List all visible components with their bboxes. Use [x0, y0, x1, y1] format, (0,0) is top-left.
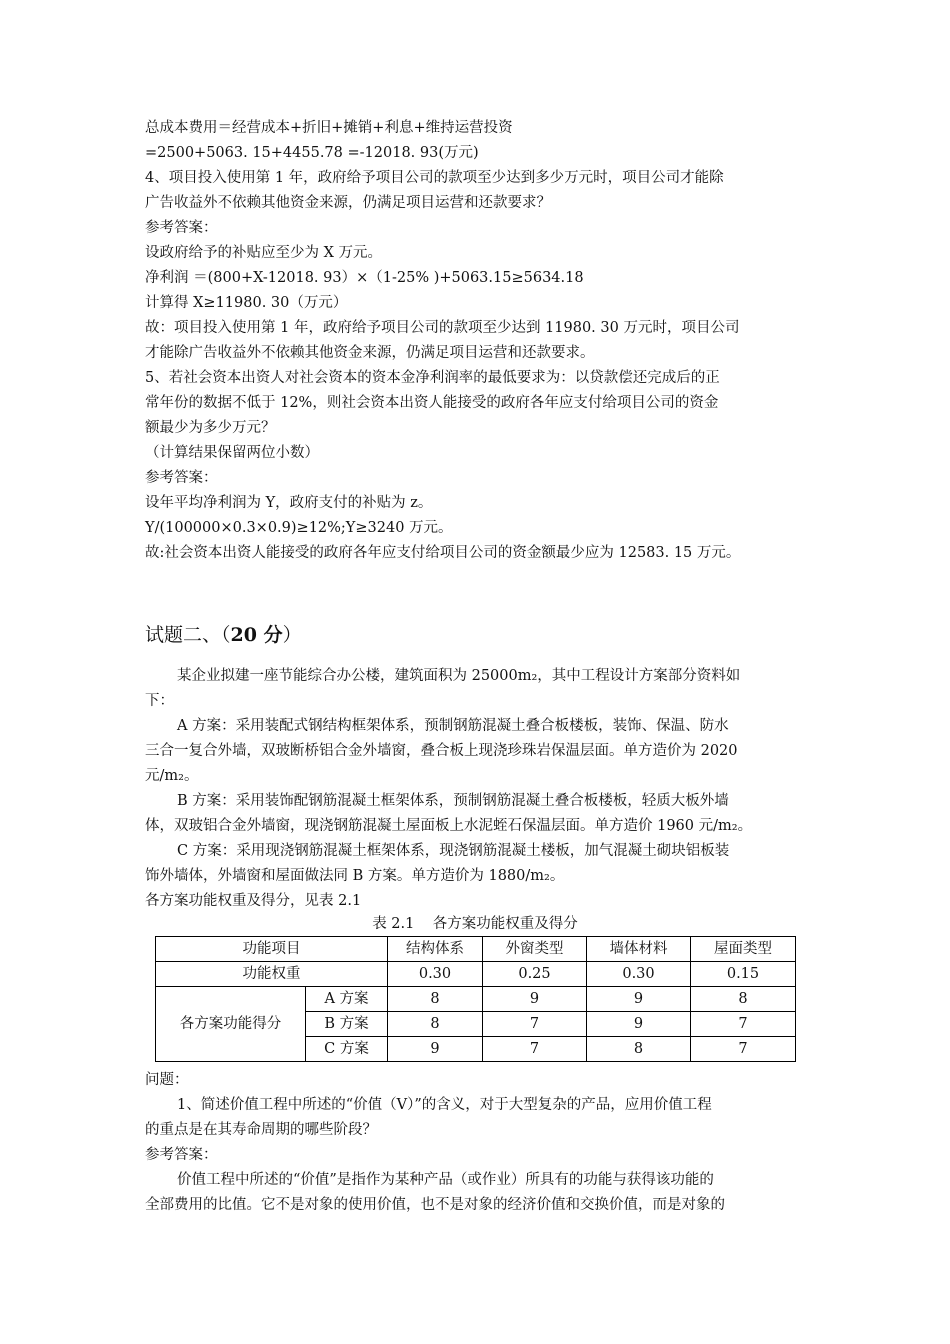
- table-cell: 0.15: [691, 962, 796, 987]
- heading-text: 试题二、（: [145, 624, 231, 646]
- table-cell: 0.25: [483, 962, 587, 987]
- text-line: 设政府给予的补贴应至少为 X 万元。: [145, 245, 383, 261]
- table-header-cell: 外窗类型: [483, 937, 587, 962]
- text-line: 各方案功能权重及得分，见表 2.1: [145, 893, 362, 909]
- text-line: 参考答案：: [145, 220, 218, 236]
- text-line: 参考答案：: [145, 1147, 218, 1163]
- text-line: 三合一复合外墙，双玻断桥铝合金外墙窗，叠合板上现浇珍珠岩保温层面。单方造价为 2020: [145, 743, 738, 759]
- plan-name-cell: B 方案: [306, 1012, 388, 1037]
- text-line: 的重点是在其寿命周期的哪些阶段？: [145, 1122, 377, 1138]
- text-line: 设年平均净利润为 Y，政府支付的补贴为 z。: [145, 495, 433, 511]
- text-line: 元/m₂。: [145, 768, 199, 784]
- table-cell: 9: [483, 987, 587, 1012]
- text-line: 额最少为多少万元？: [145, 420, 276, 436]
- text-line: 问题：: [145, 1072, 189, 1088]
- table-cell: 0.30: [587, 962, 691, 987]
- plan-name-cell: A 方案: [306, 987, 388, 1012]
- text-line: 1、简述价值工程中所述的“价值（V）”的含义，对于大型复杂的产品，应用价值工程: [177, 1097, 712, 1113]
- table-cell: 8: [388, 987, 483, 1012]
- function-score-table: [155, 936, 796, 1062]
- table-row: [156, 962, 796, 987]
- table-header-cell: 功能项目: [156, 937, 388, 962]
- table-cell: 8: [691, 987, 796, 1012]
- table-header-cell: 结构体系: [388, 937, 483, 962]
- text-line: 净利润 ＝(800+X-12018. 93）×（1-25% )+5063.15≥5634.18: [145, 270, 584, 286]
- table-cell: 9: [388, 1037, 483, 1062]
- table-cell: 9: [587, 987, 691, 1012]
- plan-name-cell: C 方案: [306, 1037, 388, 1062]
- text-line: 体，双玻铝合金外墙窗，现浇钢筋混凝土屋面板上水泥蛭石保温层面。单方造价 1960 元/m₂。: [145, 818, 753, 834]
- table-header-row: [156, 937, 796, 962]
- text-line: 下：: [145, 693, 174, 709]
- text-line: C 方案：采用现浇钢筋混凝土框架体系，现浇钢筋混凝土楼板，加气混凝土砌块铝板装: [177, 843, 730, 859]
- table-cell: 7: [691, 1012, 796, 1037]
- text-line: 全部费用的比值。它不是对象的使用价值，也不是对象的经济价值和交换价值，而是对象的: [145, 1197, 725, 1213]
- text-line: 故:社会资本出资人能接受的政府各年应支付给项目公司的资金额最少应为 12583. 15 万元。: [145, 545, 741, 561]
- table-cell: 9: [587, 1012, 691, 1037]
- text-line: 4、项目投入使用第 1 年，政府给予项目公司的款项至少达到多少万元时，项目公司才能除: [145, 170, 724, 186]
- table-cell: 7: [483, 1037, 587, 1062]
- text-line: 价值工程中所述的“价值”是指作为某种产品（或作业）所具有的功能与获得该功能的: [177, 1172, 714, 1188]
- text-line: 5、若社会资本出资人对社会资本的资本金净利润率的最低要求为：以贷款偿还完成后的正: [145, 370, 720, 386]
- table-caption: 表 2.1 各方案功能权重及得分: [372, 916, 578, 932]
- text-line: 广告收益外不依赖其他资金来源，仍满足项目运营和还款要求？: [145, 195, 551, 211]
- text-line: Y/(100000×0.3×0.9)≥12%;Y≥3240 万元。: [145, 520, 453, 536]
- text-line: 计算得 X≥11980. 30（万元）: [145, 295, 348, 311]
- table-header-cell: 墙体材料: [587, 937, 691, 962]
- text-line: 参考答案：: [145, 470, 218, 486]
- table-cell: 7: [483, 1012, 587, 1037]
- text-line: 才能除广告收益外不依赖其他资金来源，仍满足项目运营和还款要求。: [145, 345, 595, 361]
- score-group-cell: 各方案功能得分: [156, 987, 306, 1062]
- heading-score: 20 分: [230, 624, 283, 646]
- table-cell: 8: [388, 1012, 483, 1037]
- text-line: 常年份的数据不低于 12%，则社会资本出资人能接受的政府各年应支付给项目公司的资金: [145, 395, 719, 411]
- text-line: 饰外墙体，外墙窗和屋面做法同 B 方案。单方造价为 1880/m₂。: [145, 868, 565, 884]
- table-header-cell: 屋面类型: [691, 937, 796, 962]
- section-heading: [145, 622, 302, 648]
- text-line: 总成本费用＝经营成本+折旧+摊销+利息+维持运营投资: [145, 120, 513, 136]
- text-line: 某企业拟建一座节能综合办公楼，建筑面积为 25000m₂，其中工程设计方案部分资料如: [177, 668, 741, 684]
- table-cell: 0.30: [388, 962, 483, 987]
- weight-label-cell: 功能权重: [156, 962, 388, 987]
- text-line: （计算结果保留两位小数）: [145, 445, 319, 461]
- text-line: B 方案：采用装饰配钢筋混凝土框架体系，预制钢筋混凝土叠合板楼板，轻质大板外墙: [177, 793, 729, 809]
- table-cell: 8: [587, 1037, 691, 1062]
- text-line: 故：项目投入使用第 1 年，政府给予项目公司的款项至少达到 11980. 30 万元时，项目公司: [145, 320, 740, 336]
- table-row: [156, 987, 796, 1012]
- text-line: =2500+5063. 15+4455.78 =-12018. 93(万元): [145, 145, 479, 161]
- text-line: A 方案：采用装配式钢结构框架体系，预制钢筋混凝土叠合板楼板，装饰、保温、防水: [177, 718, 729, 734]
- heading-close: ）: [282, 624, 302, 646]
- table-cell: 7: [691, 1037, 796, 1062]
